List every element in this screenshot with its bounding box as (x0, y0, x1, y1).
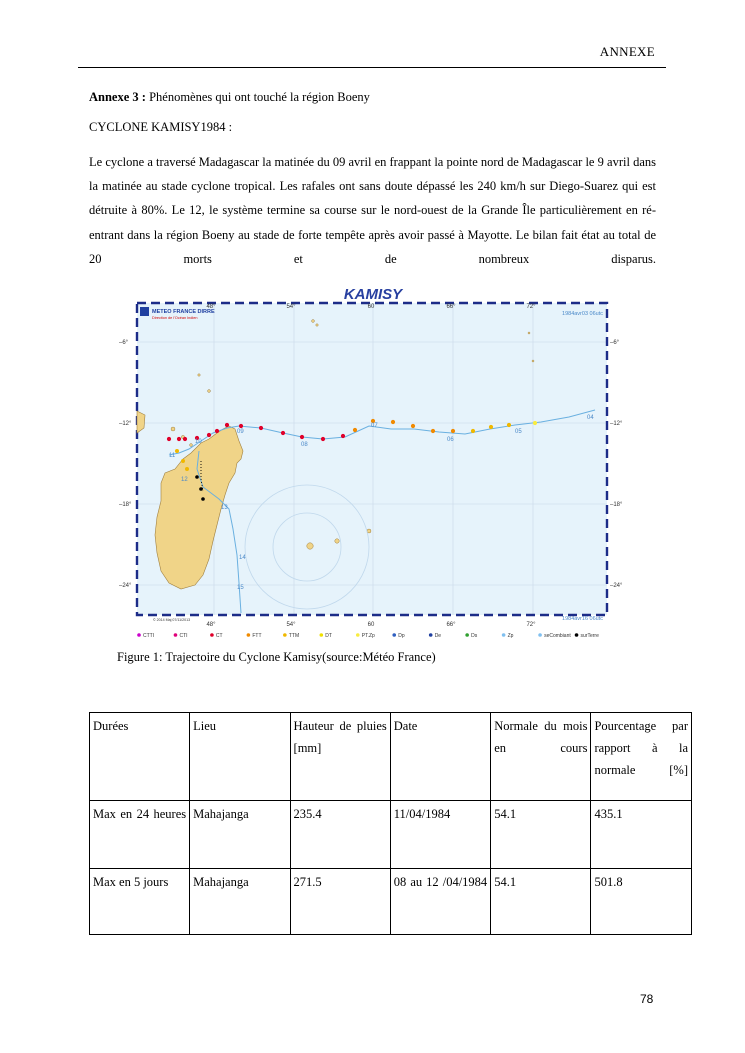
rainfall-table (89, 712, 692, 935)
lon-top-48: 48° (206, 304, 216, 310)
lat-right-24: –24° (610, 583, 623, 589)
annex-text: Phénomènes qui ont touché la région Boeny (145, 90, 370, 104)
figure-caption: Figure 1: Trajectoire du Cyclone Kamisy(source:Météo France) (117, 650, 436, 664)
lon-bottom-48: 48° (206, 622, 216, 628)
legend-label-secombiant: seCombiant (544, 633, 571, 639)
lat-left-12: –12° (119, 421, 132, 427)
header-durees: Durées (90, 713, 190, 801)
annex-heading (89, 90, 370, 105)
track-day-12: 12 (181, 477, 188, 483)
map-date-top: 1984avr03 06utc (562, 311, 603, 317)
header-normale: Normale du mois en cours (491, 713, 591, 801)
legend-marker-ct (210, 633, 214, 637)
track-day-06: 06 (447, 437, 454, 443)
lat-right-6: –6° (610, 340, 620, 346)
legend-marker-surterre (575, 633, 579, 637)
lon-top-60: 60 (367, 304, 375, 310)
lon-bottom-72: 72° (526, 622, 536, 628)
lat-labels-right (610, 340, 623, 589)
track-day-10: 10 (195, 439, 202, 445)
legend-label-de: De (434, 633, 442, 639)
legend-label-dt: DT (325, 633, 332, 639)
track-day-08: 08 (301, 442, 308, 448)
header-pourcentage: Pourcentage par rapport à la normale [%] (591, 713, 692, 801)
cell-date: 11/04/1984 (390, 801, 490, 869)
lon-top-54: 54° (286, 304, 296, 310)
map-brand-sub: Direction de l'Océan Indien (152, 316, 198, 320)
header-date: Date (390, 713, 490, 801)
legend-marker-cti (174, 633, 178, 637)
cell-normale: 54.1 (491, 801, 591, 869)
lat-left-6: –6° (119, 340, 129, 346)
track-day-05: 05 (515, 429, 522, 435)
legend-marker-de (429, 633, 433, 637)
page-number: 78 (640, 992, 654, 1006)
table-header-row (90, 713, 692, 801)
track-day-07: 07 (371, 423, 378, 429)
cell-normale: 54.1 (491, 869, 591, 935)
body-paragraph: Le cyclone a traversé Madagascar la matinée du 09 avril en frappant la pointe nord de Madagascar le 9 avril dans la matinée au stade cyclone tropical. Les rafales ont sans doute dépassé les 240 km/h sur Diego-Suarez qui est détruite à 80%. Le 12, le système termine sa course sur le nord-ouest de la Grande Île particulièrement en ré-entrant dans la région Boeny au stade de forte tempête après avoir passé à Mayotte. Le bilan fait état au total de 20 morts et de nombreux disparus. (89, 155, 656, 266)
header-lieu: Lieu (190, 713, 290, 801)
track-day-11: 11 (169, 453, 176, 459)
lat-left-18: –18° (119, 502, 132, 508)
lon-labels-bottom (206, 622, 536, 628)
legend-label-surterre: surTerre (580, 633, 599, 639)
cell-lieu: Mahajanga (190, 801, 290, 869)
header-rule (78, 67, 666, 68)
track-day-15: 15 (237, 585, 244, 591)
lat-left-24: –24° (119, 583, 132, 589)
lat-right-18: –18° (610, 502, 623, 508)
map-title: KAMISY (343, 286, 403, 303)
legend-label-ftt: FTT (252, 633, 262, 639)
track-day-14: 14 (239, 555, 246, 561)
cyclone-track-map (117, 283, 623, 640)
legend-label-dp: Dp (398, 633, 405, 639)
legend-marker-ctti (137, 633, 141, 637)
map-brand: METEO FRANCE DIRRE (152, 309, 215, 315)
cell-hauteur: 271.5 (290, 869, 390, 935)
lon-top-66: 66° (446, 304, 456, 310)
legend-label-ds: Ds (471, 633, 478, 639)
cyclone-title: CYCLONE KAMISY1984 : (89, 120, 233, 134)
legend-label-zp: Zp (507, 633, 514, 639)
legend-label-ctti: CTTI (143, 633, 155, 639)
map-copyright: © 2014 Maj 07/11/2013 (153, 618, 191, 622)
legend-marker-ptzp (356, 633, 360, 637)
legend-marker-dt (320, 633, 324, 637)
map-legend (137, 633, 599, 639)
lon-bottom-54: 54° (286, 622, 296, 628)
cell-duree: Max en 5 jours (90, 869, 190, 935)
cell-pourcentage: 435.1 (591, 801, 692, 869)
legend-label-ct: CT (215, 633, 223, 639)
legend-marker-ds (465, 633, 469, 637)
legend-label-ttm: TTM (288, 633, 300, 639)
map-date-bottom: 1984avr16 06utc (562, 616, 603, 622)
lon-bottom-66: 66° (446, 622, 456, 628)
legend-marker-secombiant (538, 633, 542, 637)
legend-marker-ftt (247, 633, 251, 637)
lon-bottom-60: 60 (367, 622, 375, 628)
cell-duree: Max en 24 heures (90, 801, 190, 869)
annex-label: Annexe 3 : (89, 90, 146, 104)
legend-marker-ttm (283, 633, 287, 637)
track-day-13: 13 (221, 505, 228, 511)
cell-date: 08 au 12 /04/1984 (390, 869, 490, 935)
track-day-09: 09 (237, 429, 244, 435)
legend-label-ptzp: PT.Zp (361, 633, 375, 639)
legend-marker-zp (502, 633, 506, 637)
legend-label-cti: CTI (179, 633, 188, 639)
header-hauteur: Hauteur de pluies [mm] (290, 713, 390, 801)
cell-hauteur: 235.4 (290, 801, 390, 869)
lat-labels-left (119, 340, 132, 589)
track-day-04: 04 (587, 415, 594, 421)
lon-top-72: 72° (526, 304, 536, 310)
table-row (90, 869, 692, 935)
header-title: ANNEXE (599, 44, 655, 59)
legend-marker-dp (392, 633, 396, 637)
lat-right-12: –12° (610, 421, 623, 427)
cell-lieu: Mahajanga (190, 869, 290, 935)
cell-pourcentage: 501.8 (591, 869, 692, 935)
table-row (90, 801, 692, 869)
meteo-france-logo (140, 307, 149, 316)
